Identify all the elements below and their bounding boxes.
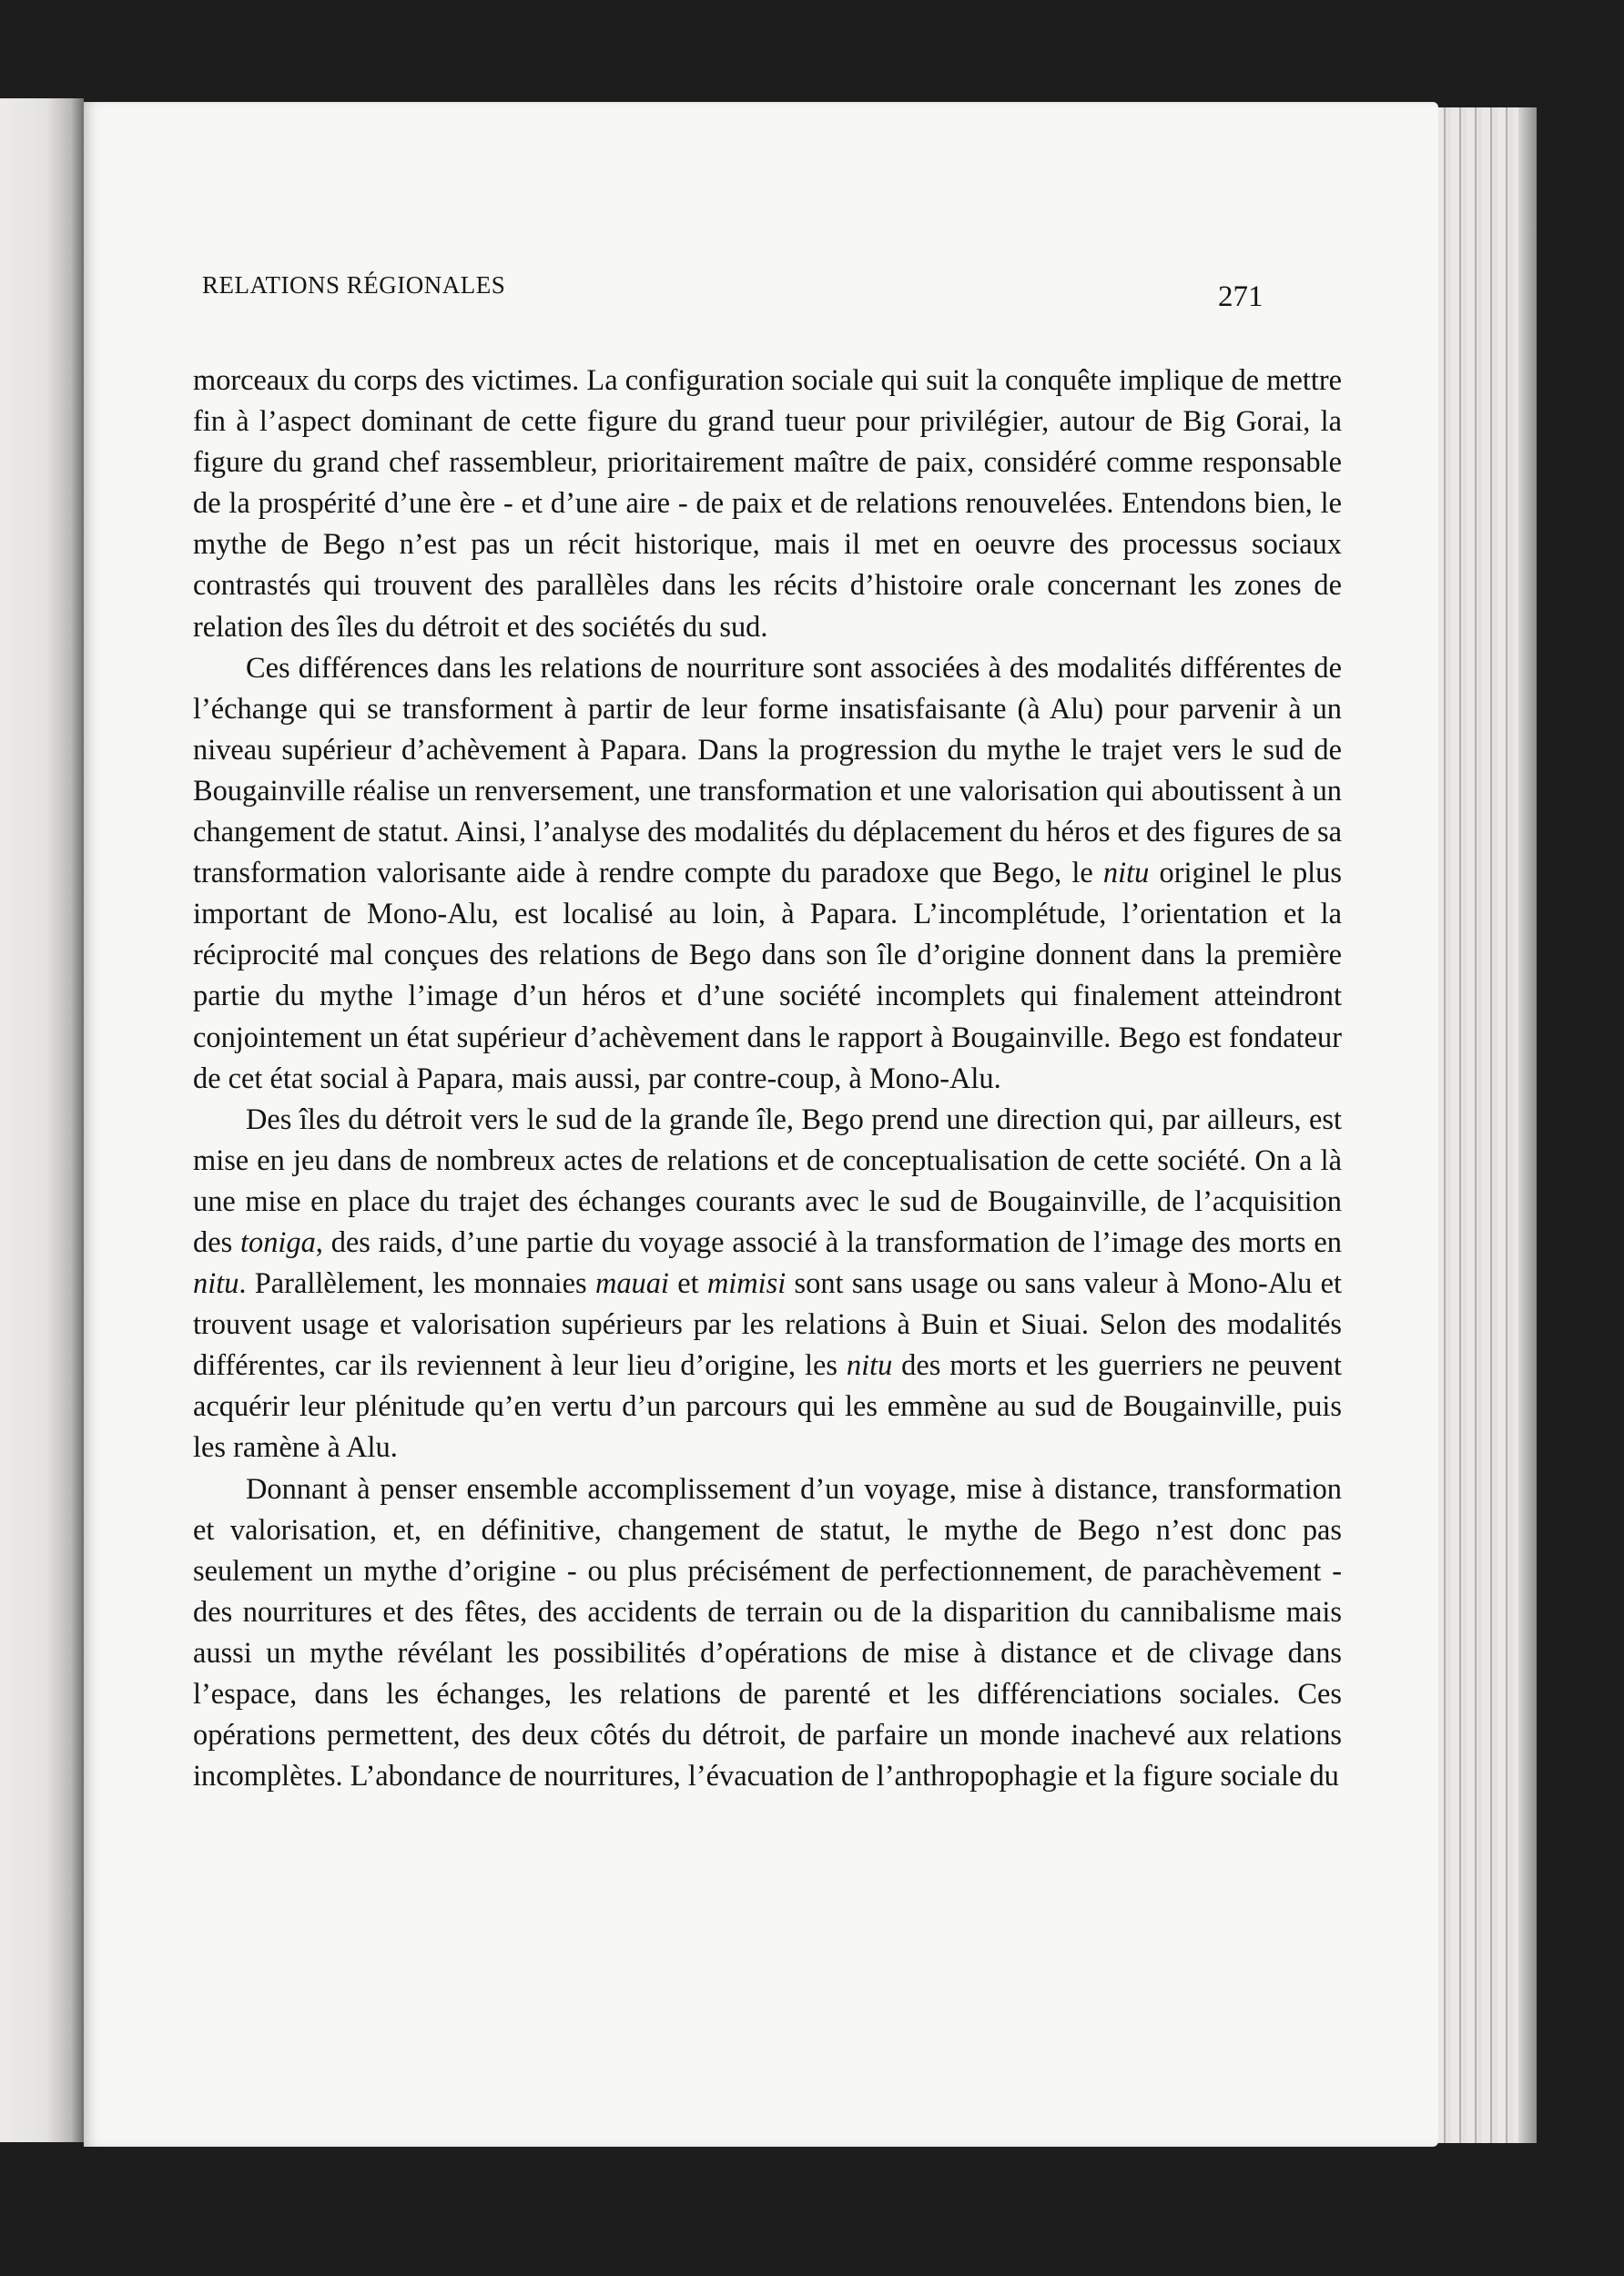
facing-page-edge	[0, 98, 84, 2142]
text-segment: et	[668, 1267, 707, 1301]
italic-term: toniga	[240, 1225, 316, 1259]
italic-term: nitu	[1102, 857, 1150, 890]
text-segment: des morts et les guerriers ne peuvent acquérir leur plénitude qu’en vertu d’un parcours qui les emmène au sud de Bougainville, puis les ramène à Alu.	[193, 1349, 1342, 1465]
text-segment: sont sans usage ou sans valeur à Mono-Alu et trouvent usage et valorisation supérieurs par les relations à Buin et Siuai. Selon des modalités différentes, car ils reviennent à leur lieu d’origine, les	[193, 1267, 1342, 1383]
paragraph-1	[193, 361, 1342, 648]
italic-term: mimisi	[706, 1267, 787, 1301]
book-page	[84, 102, 1438, 2147]
text-segment: Donnant à penser ensemble accomplissement d’un voyage, mise à distance, transformation et valorisation, et, en définitive, changement de statut, le mythe de Bego n’est donc pas seulement un mythe d’origine - ou plus précisément de perfectionnement, de parachèvement - des nourritures et des fêtes, des accidents de terrain ou de la disparition du cannibalisme mais aussi un mythe révélant les possibilités d’opérations de mise à distance et de clivage dans l’espace, dans les échanges, les relations de parenté et les différenciations sociales. Ces opérations permettent, des deux côtés du détroit, de parfaire un monde inachevé aux relations incomplètes. L’abondance de nourritures, l’évacuation de l’anthropophagie et la figure sociale du	[193, 1472, 1342, 1793]
page-number: 271	[1218, 280, 1264, 313]
paragraph-2	[193, 648, 1342, 1100]
text-segment: Des îles du détroit vers le sud de la grande île, Bego prend une direction qui, par ailleurs, est mise en jeu dans de nombreux actes de relations et de conceptualisation de cette société. On a là une mise en place du trajet des échanges courants avec le sud de Bougainville, de l’acquisition des	[193, 1102, 1342, 1259]
text-segment: originel le plus important de Mono-Alu, est localisé au loin, à Papara. L’incomplétude, l’orientation et la réciprocité mal conçues des relations de Bego dans son île d’origine donnent dans la première partie du mythe l’image d’un héros et d’une société incomplets qui finalement atteindront conjointement un état supérieur d’achèvement dans le rapport à Bougainville. Bego est fondateur de cet état social à Papara, mais aussi, par contre-coup, à Mono-Alu.	[193, 857, 1342, 1095]
italic-term: nitu	[846, 1349, 893, 1383]
paragraph-4	[193, 1469, 1342, 1798]
paragraph-3	[193, 1100, 1342, 1469]
italic-term: nitu	[193, 1267, 239, 1301]
text-segment: morceaux du corps des victimes. La configuration sociale qui suit la conquête implique de mettre fin à l’aspect dominant de cette figure du grand tueur pour privilégier, autour de Big Gorai, la figure du grand chef rassembleur, prioritairement maître de paix, considéré comme responsable de la prospérité d’une ère - et d’une aire - de paix et de relations renouvelées. Entendons bien, le mythe de Bego n’est pas un récit historique, mais il met en oeuvre des processus sociaux contrastés qui trouvent des parallèles dans les récits d’histoire orale concernant les zones de relation des îles du détroit et des sociétés du sud.	[193, 364, 1342, 644]
text-segment: . Parallèlement, les monnaies	[239, 1267, 595, 1301]
text-segment: , des raids, d’une partie du voyage associé à la transformation de l’image des morts en	[315, 1225, 1342, 1259]
text-segment: Ces différences dans les relations de nourriture sont associées à des modalités différentes de l’échange qui se transforment à partir de leur forme insatisfaisante (à Alu) pour parvenir à un niveau supérieur d’achèvement à Papara. Dans la progression du mythe le trajet vers le sud de Bougainville réalise un renversement, une transformation et une valorisation qui aboutissent à un changement de statut. Ainsi, l’analyse des modalités du déplacement du héros et des figures de sa transformation valorisante aide à rendre compte du paradoxe que Bego, le	[193, 651, 1342, 890]
body-text	[193, 361, 1342, 1797]
running-head: RELATIONS RÉGIONALES	[202, 271, 506, 299]
italic-term: mauai	[594, 1267, 669, 1301]
